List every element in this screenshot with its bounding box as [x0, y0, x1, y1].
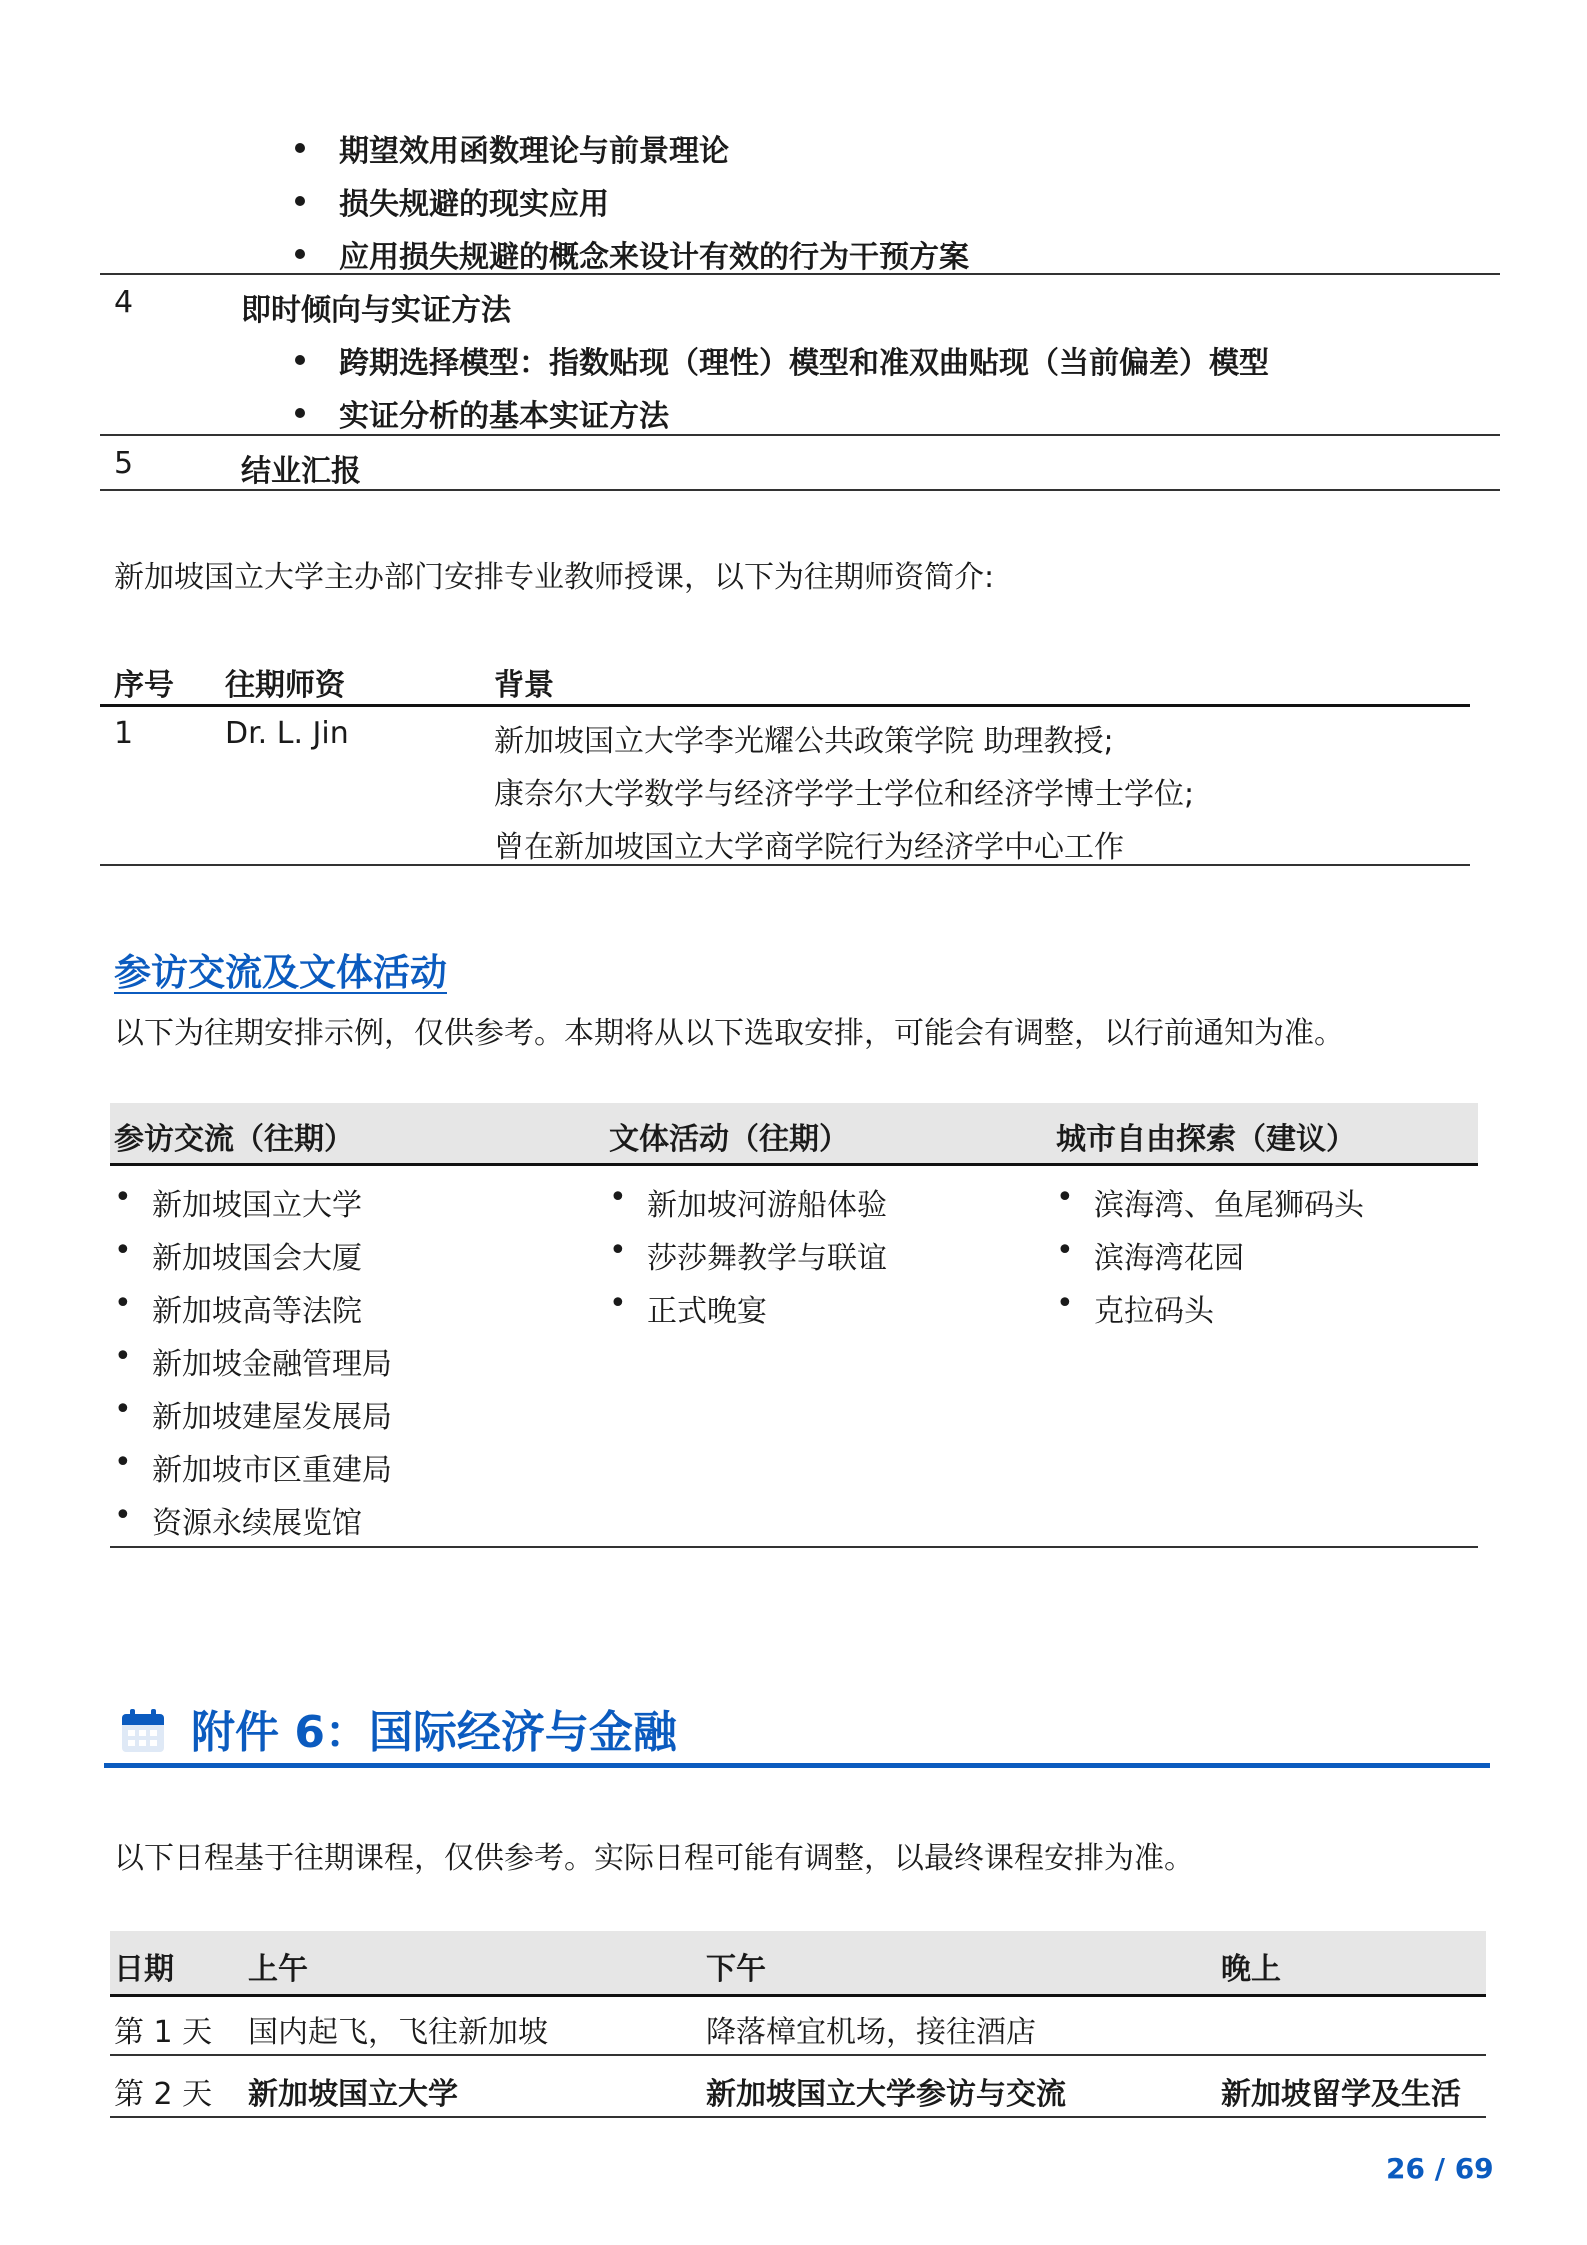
- schedule-date: 第 1 天: [114, 2015, 213, 2050]
- bullet-glyph: •: [1056, 1180, 1074, 1215]
- list-item-text: 新加坡金融管理局: [152, 1347, 392, 1382]
- list-item: [114, 1498, 362, 1541]
- module-number: 5: [114, 446, 134, 481]
- list-item: [114, 1233, 362, 1276]
- column-header: 晚上: [1221, 1952, 1281, 1987]
- list-item: [114, 1445, 392, 1488]
- activities-intro: 以下为往期安排示例，仅供参考。本期将从以下选取安排，可能会有调整，以行前通知为准。: [114, 1016, 1344, 1051]
- list-item-text: 滨海湾、鱼尾狮码头: [1094, 1188, 1364, 1223]
- list-item: [114, 1286, 362, 1329]
- attachment-title: 附件 6：国际经济与金融: [191, 1707, 677, 1758]
- bullet-text: 跨期选择模型：指数贴现（理性）模型和准双曲贴现（当前偏差）模型: [339, 346, 1269, 381]
- faculty-intro: 新加坡国立大学主办部门安排专业教师授课，以下为往期师资简介:: [114, 560, 995, 595]
- bullet-dot: [295, 355, 305, 365]
- bullet-dot: [295, 196, 305, 206]
- bullet-glyph: •: [114, 1286, 132, 1321]
- bullet-glyph: •: [114, 1498, 132, 1533]
- bullet-glyph: •: [1056, 1286, 1074, 1321]
- bullet-text: 损失规避的现实应用: [339, 187, 609, 222]
- list-item-text: 新加坡河游船体验: [647, 1188, 887, 1223]
- list-item-text: 新加坡国立大学: [152, 1188, 362, 1223]
- list-item-text: 资源永续展览馆: [152, 1506, 362, 1541]
- bullet-item: [295, 391, 669, 435]
- header-rule: [110, 1994, 1486, 1997]
- faculty-number: 1: [114, 716, 134, 751]
- module-title: 即时倾向与实证方法: [241, 293, 511, 328]
- list-item: [609, 1233, 887, 1276]
- bullet-item: [295, 126, 729, 170]
- list-item: [1056, 1180, 1364, 1223]
- column-header: 往期师资: [225, 668, 345, 703]
- schedule-date: 第 2 天: [114, 2077, 213, 2112]
- row-divider: [100, 434, 1500, 436]
- column-header: 文体活动（往期）: [609, 1122, 849, 1157]
- bullet-glyph: •: [1056, 1233, 1074, 1268]
- column-header: 序号: [114, 668, 174, 703]
- table-bottom-rule: [110, 1546, 1478, 1548]
- list-item-text: 滨海湾花园: [1094, 1241, 1244, 1276]
- list-item: [1056, 1286, 1214, 1329]
- bullet-item: [295, 179, 609, 223]
- table-bottom-rule: [110, 2116, 1486, 2118]
- schedule-morning: 国内起飞，飞往新加坡: [248, 2015, 548, 2050]
- list-item: [1056, 1233, 1244, 1276]
- title-underline: [104, 1763, 1490, 1768]
- schedule-morning: 新加坡国立大学: [248, 2077, 458, 2112]
- list-item-text: 正式晚宴: [647, 1294, 767, 1329]
- bullet-glyph: •: [609, 1180, 627, 1215]
- row-divider: [110, 2054, 1486, 2056]
- column-header: 下午: [706, 1952, 766, 1987]
- bullet-dot: [295, 249, 305, 259]
- schedule-afternoon: 新加坡国立大学参访与交流: [706, 2077, 1066, 2112]
- bullet-glyph: •: [609, 1233, 627, 1268]
- list-item: [114, 1339, 392, 1382]
- list-item: [114, 1392, 392, 1435]
- header-rule: [100, 704, 1470, 707]
- bullet-dot: [295, 143, 305, 153]
- column-header: 城市自由探索（建议）: [1056, 1122, 1356, 1157]
- section-title: 参访交流及文体活动: [114, 951, 447, 994]
- column-header: 参访交流（往期）: [114, 1122, 354, 1157]
- list-item-text: 莎莎舞教学与联谊: [647, 1241, 887, 1276]
- bullet-text: 期望效用函数理论与前景理论: [339, 134, 729, 169]
- table-bottom-rule: [100, 489, 1500, 491]
- list-item: [609, 1180, 887, 1223]
- list-item-text: 新加坡高等法院: [152, 1294, 362, 1329]
- bullet-glyph: •: [114, 1180, 132, 1215]
- module-title: 结业汇报: [241, 454, 361, 489]
- bullet-item: [295, 338, 1269, 382]
- column-header: 日期: [114, 1952, 174, 1987]
- list-item: [609, 1286, 767, 1329]
- module-number: 4: [114, 285, 134, 320]
- faculty-background-line: 曾在新加坡国立大学商学院行为经济学中心工作: [494, 830, 1124, 865]
- bullet-glyph: •: [609, 1286, 627, 1321]
- row-divider: [100, 273, 1500, 275]
- bullet-text: 实证分析的基本实证方法: [339, 399, 669, 434]
- schedule-afternoon: 降落樟宜机场，接往酒店: [706, 2015, 1036, 2050]
- list-item-text: 克拉码头: [1094, 1294, 1214, 1329]
- list-item-text: 新加坡国会大厦: [152, 1241, 362, 1276]
- table-bottom-rule: [100, 864, 1470, 866]
- bullet-glyph: •: [114, 1339, 132, 1374]
- bullet-glyph: •: [114, 1233, 132, 1268]
- bullet-text: 应用损失规避的概念来设计有效的行为干预方案: [339, 240, 969, 275]
- faculty-background-line: 新加坡国立大学李光耀公共政策学院 助理教授;: [494, 724, 1114, 759]
- faculty-name: Dr. L. Jin: [225, 716, 349, 751]
- list-item-text: 新加坡建屋发展局: [152, 1400, 392, 1435]
- page-number: 26 / 69: [1386, 2152, 1494, 2185]
- bullet-glyph: •: [114, 1445, 132, 1480]
- bullet-glyph: •: [114, 1392, 132, 1427]
- column-header: 上午: [248, 1952, 308, 1987]
- schedule-evening: 新加坡留学及生活: [1221, 2077, 1461, 2112]
- list-item: [114, 1180, 362, 1223]
- schedule-intro: 以下日程基于往期课程，仅供参考。实际日程可能有调整，以最终课程安排为准。: [114, 1841, 1194, 1876]
- list-item-text: 新加坡市区重建局: [152, 1453, 392, 1488]
- bullet-item: [295, 232, 969, 276]
- bullet-dot: [295, 408, 305, 418]
- faculty-background-line: 康奈尔大学数学与经济学学士学位和经济学博士学位;: [494, 777, 1195, 812]
- calendar-icon: [118, 1706, 168, 1756]
- column-header: 背景: [494, 668, 554, 703]
- header-rule: [110, 1163, 1478, 1166]
